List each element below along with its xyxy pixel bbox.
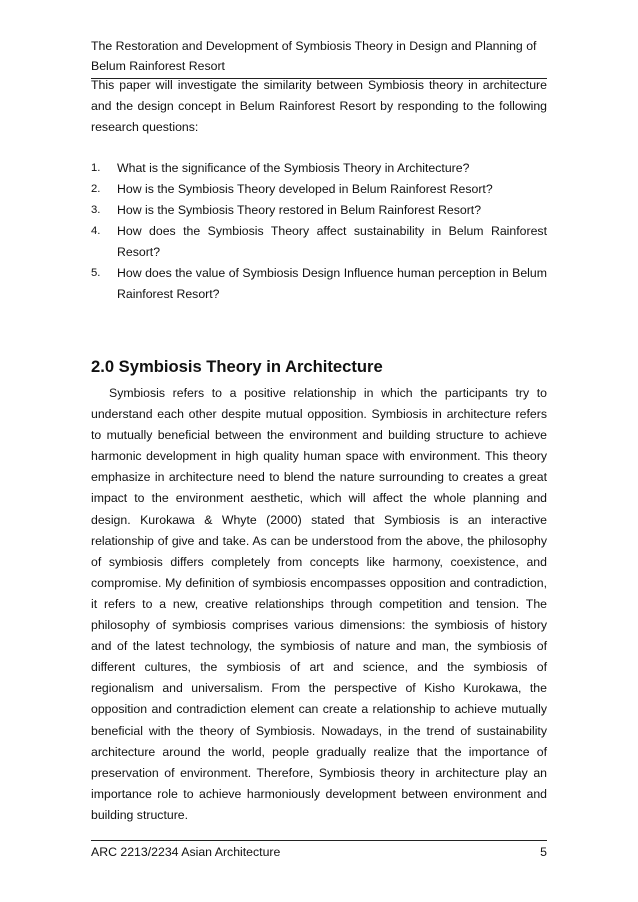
- page-footer: [91, 840, 547, 861]
- list-item: [91, 221, 547, 263]
- research-questions-list: [91, 158, 547, 305]
- list-item: [91, 200, 547, 221]
- list-item-number: 4.: [91, 225, 101, 237]
- list-item-text: What is the significance of the Symbiosis Theory in Architecture?: [117, 161, 470, 175]
- section-body-paragraph: Symbiosis refers to a positive relationship in which the participants try to understand each other despite mutual opposition. Symbiosis in architecture refers to mutually beneficial between the environment and building structure to achieve harmonic development in high quality human space with environment. This theory emphasize in architecture need to blend the nature surrounding to creates a great impact to the environment aesthetic, which will affect the whole planning and design. Kurokawa & Whyte (2000) stated that Symbiosis is an interactive relationship of give and take. As can be understood from the above, the philosophy of symbiosis differs completely from concepts like harmony, coexistence, and compromise. My definition of symbiosis encompasses opposition and contradiction, it refers to a new, creative relationships through competition and tension. The philosophy of symbiosis comprises various dimensions: the symbiosis of history and of the latest technology, the symbiosis of nature and man, the symbiosis of different cultures, the symbiosis of art and science, and the symbiosis of regionalism and universalism. From the perspective of Kisho Kurokawa, the opposition and contradiction element can create a relationship to achieve mutually beneficial with the theory of Symbiosis. Nowadays, in the trend of sustainability architecture around the world, people gradually realize that the importance of preservation of environment. Therefore, Symbiosis theory in architecture play an importance role to achieve harmoniously development between environment and building structure.: [91, 386, 547, 822]
- list-item: [91, 179, 547, 200]
- page-number: 5: [540, 845, 547, 859]
- list-item-number: 1.: [91, 162, 101, 174]
- list-item: [91, 158, 547, 179]
- list-item-text: How is the Symbiosis Theory developed in Belum Rainforest Resort?: [117, 182, 493, 196]
- intro-paragraph: This paper will investigate the similarity between Symbiosis theory in architecture and the design concept in Belum Rainforest Resort by responding to the following research questions:: [91, 78, 547, 134]
- list-item: [91, 263, 547, 305]
- running-header: The Restoration and Development of Symbiosis Theory in Design and Planning of Belum Rainforest Resort: [91, 36, 547, 79]
- list-item-number: 3.: [91, 204, 101, 216]
- section-heading: 2.0 Symbiosis Theory in Architecture: [91, 357, 383, 376]
- list-item-text: How is the Symbiosis Theory restored in Belum Rainforest Resort?: [117, 203, 482, 217]
- list-item-number: 2.: [91, 183, 101, 195]
- list-item-text: How does the Symbiosis Theory affect sustainability in Belum Rainforest Resort?: [117, 224, 547, 259]
- list-item-number: 5.: [91, 267, 101, 279]
- list-item-text: How does the value of Symbiosis Design Influence human perception in Belum Rainforest Resort?: [117, 266, 547, 301]
- footer-course-label: ARC 2213/2234 Asian Architecture: [91, 845, 281, 859]
